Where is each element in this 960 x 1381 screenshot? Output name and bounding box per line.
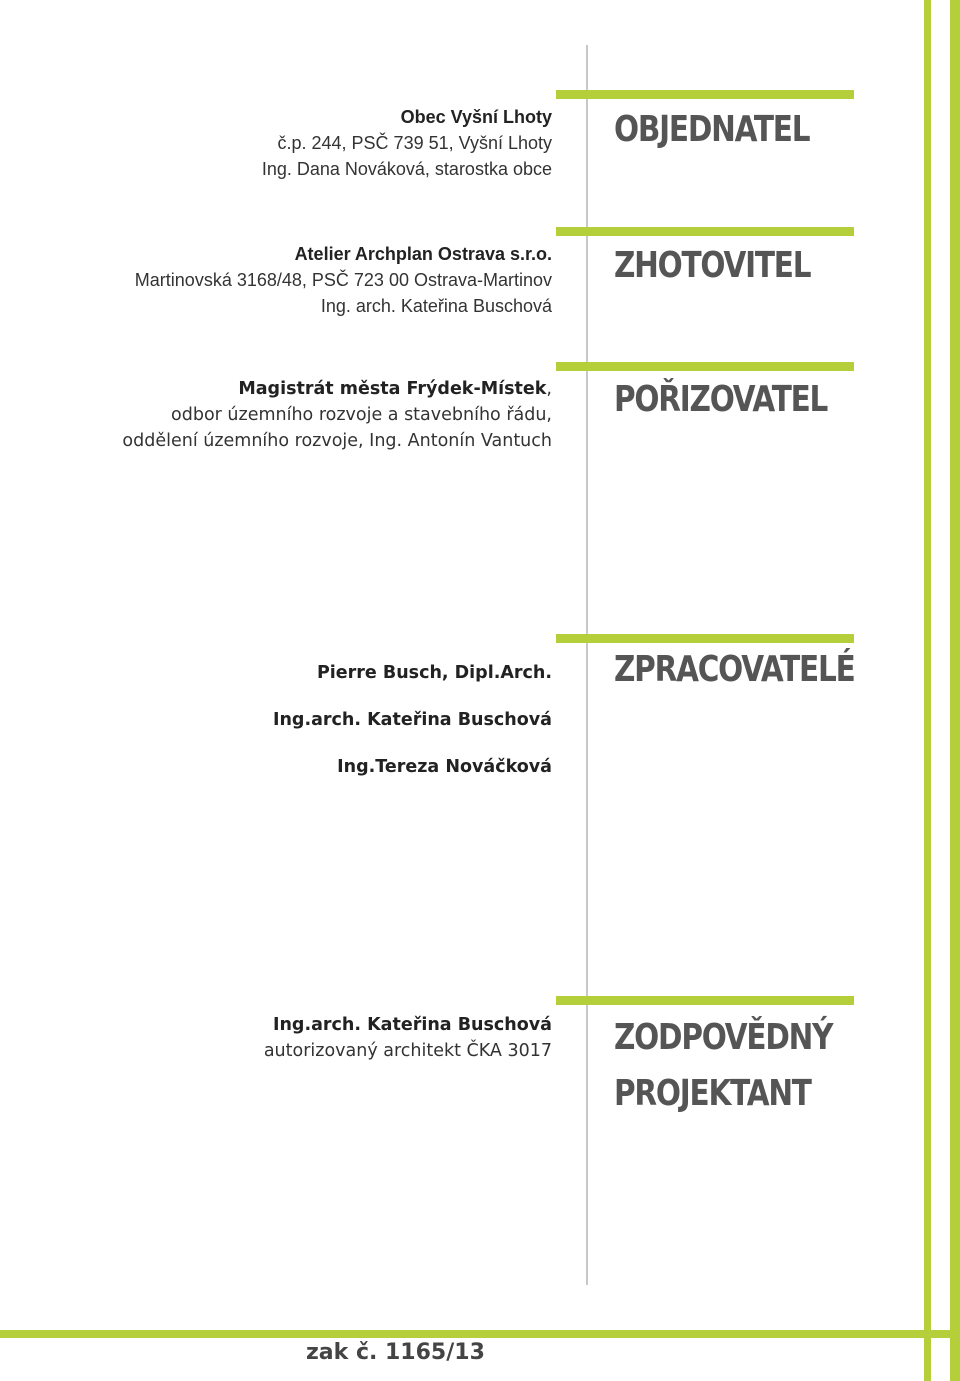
objednatel-info: [262, 104, 552, 182]
zpracovatel-2: Ing.arch. Kateřina Buschová: [272, 710, 552, 730]
porizovatel-info: [122, 376, 552, 454]
heading-projektant-line-1: ZODPOVĚDNÝ: [614, 1017, 833, 1058]
right-inner-bar: [924, 0, 931, 1381]
zpracovatel-1: Pierre Busch, Dipl.Arch.: [316, 663, 552, 683]
zhotovitel-address: Martinovská 3168/48, PSČ 723 00 Ostrava-Martinov: [134, 270, 552, 290]
section-bar-objednatel: [556, 90, 854, 99]
projektant-name: Ing.arch. Kateřina Buschová: [272, 1015, 552, 1035]
objednatel-name: Obec Vyšní Lhoty: [400, 107, 552, 127]
porizovatel-office-line: [122, 376, 552, 402]
objednatel-address: č.p. 244, PSČ 739 51, Vyšní Lhoty: [277, 133, 552, 153]
zhotovitel-person: Ing. arch. Kateřina Buschová: [320, 296, 552, 316]
section-bar-zhotovitel: [556, 227, 854, 236]
heading-zpracovatele: ZPRACOVATELÉ: [614, 649, 855, 690]
porizovatel-person: oddělení územního rozvoje, Ing. Antonín Vantuch: [122, 431, 552, 451]
section-bar-zpracovatele: [556, 634, 854, 643]
porizovatel-office: Magistrát města Frýdek-Místek: [238, 379, 547, 399]
heading-projektant-line-2: PROJEKTANT: [614, 1073, 811, 1114]
heading-porizovatel: POŘIZOVATEL: [614, 379, 828, 420]
zpracovatel-3: Ing.Tereza Nováčková: [337, 757, 552, 777]
heading-projektant: [614, 1010, 832, 1122]
zhotovitel-name: Atelier Archplan Ostrava s.r.o.: [294, 244, 552, 264]
objednatel-person: Ing. Dana Nováková, starostka obce: [261, 159, 552, 179]
right-edge-bar: [950, 0, 960, 1381]
heading-objednatel: OBJEDNATEL: [614, 109, 810, 150]
zhotovitel-info: [135, 241, 552, 319]
section-bar-projektant: [556, 996, 854, 1005]
heading-zhotovitel: ZHOTOVITEL: [614, 245, 811, 286]
porizovatel-office-comma: ,: [546, 379, 552, 399]
section-bar-porizovatel: [556, 362, 854, 371]
job-number: zak č. 1165/13: [306, 1340, 485, 1365]
porizovatel-department: odbor územního rozvoje a stavebního řádu,: [171, 405, 552, 425]
projektant-authorization: autorizovaný architekt ČKA 3017: [263, 1041, 552, 1061]
bottom-bar: [0, 1330, 960, 1338]
projektant-info: [264, 1012, 552, 1064]
zpracovatele-info: [273, 650, 552, 791]
